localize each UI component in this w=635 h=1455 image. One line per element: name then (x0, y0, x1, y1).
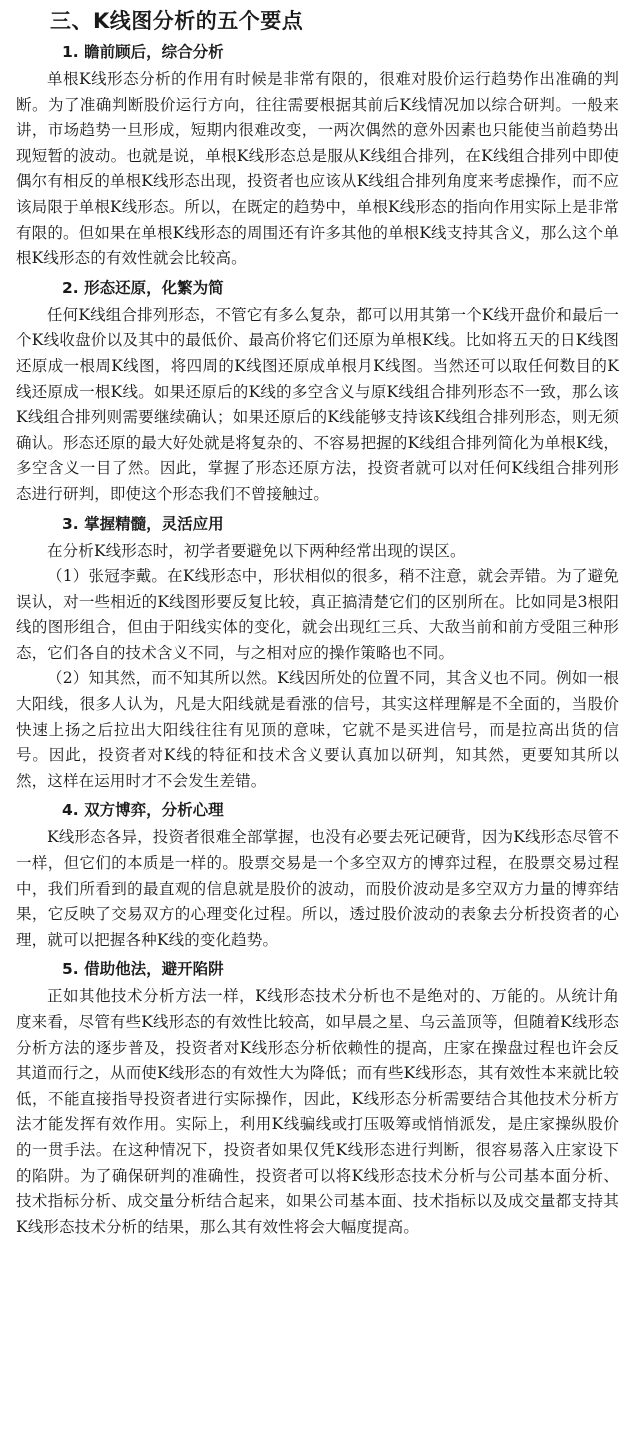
document-page (0, 6, 635, 1455)
section-5 (12, 955, 623, 1240)
section-1 (12, 38, 623, 272)
section-heading: 3. 掌握精髓，灵活应用 (62, 514, 224, 533)
page-title: 三、K线图分析的五个要点 (50, 9, 304, 33)
paragraph: 任何K线组合排列形态，不管它有多么复杂，都可以用其第一个K线开盘价和最后一个K线收盘价以及其中的最低价、最高价将它们还原为单根K线。比如将五天的日K线图还原成一根周K线图，将四周的K线图还原成单根月K线图。当然还可以取任何数目的K线还原成一根K线。如果还原后的K线的多空含义与原K线组合排列形态不一致，那么该K线组合排列则需要继续确认；如果还原后的K线能够支持该K线组合排列形态，则无须确认。形态还原的最大好处就是将复杂的、不容易把握的K线组合排列简化为单根K线，多空含义一目了然。因此，掌握了形态还原方法，投资者就可以对任何K线组合排列形态进行研判，即使这个形态我们不曾接触过。 (16, 305, 619, 503)
section-4 (12, 796, 623, 953)
paragraph: 正如其他技术分析方法一样，K线形态技术分析也不是绝对的、万能的。从统计角度来看，尽管有些K线形态的有效性比较高，如早晨之星、乌云盖顶等，但随着K线形态分析方法的逐步普及，投资者对K线形态分析依赖性的提高，庄家在操盘过程也许会反其道而行之，从而使K线形态的有效性大为降低；而有些K线形态，其有效性本来就比较低，不能直接指导投资者进行实际操作，因此，K线形态分析需要结合其他技术分析方法才能发挥有效作用。实际上，利用K线骗线或打压吸筹或悄悄派发，是庄家操纵股价的一贯手法。在这种情况下，投资者如果仅凭K线形态进行判断，很容易落入庄家设下的陷阱。为了确保研判的准确性，投资者可以将K线形态技术分析与公司基本面分析、技术指标分析、成交量分析结合起来，如果公司基本面、技术指标以及成交量都支持其K线形态技术分析的结果，那么其有效性将会大幅度提高。 (16, 987, 619, 1236)
paragraph: （1）张冠李戴。在K线形态中，形状相似的很多，稍不注意，就会弄错。为了避免误认，对一些相近的K线图形要反复比较，真正搞清楚它们的区别所在。比如同是3根阳线的图形组合，但由于阳线实体的变化，就会出现红三兵、大敌当前和前方受阻三种形态，它们各自的技术含义不同，与之相对应的操作策略也不同。 (16, 567, 619, 662)
section-heading: 1. 瞻前顾后，综合分析 (62, 43, 224, 61)
section-heading: 2. 形态还原，化繁为简 (62, 278, 224, 297)
section-heading: 4. 双方博弈，分析心理 (62, 801, 224, 820)
paragraph: K线形态各异，投资者很难全部掌握，也没有必要去死记硬背，因为K线形态尽管不一样，但它们的本质是一样的。股票交易是一个多空双方的博弈过程，在股票交易过程中，我们所看到的最直观的信息就是股价的波动，而股价波动是多空双方力量的博弈结果，它反映了交易双方的心理变化过程。所以，透过股价波动的表象去分析投资者的心理，就可以把握各种K线的变化趋势。 (16, 828, 619, 949)
paragraph: （2）知其然，而不知其所以然。K线因所处的位置不同，其含义也不同。例如一根大阳线，很多人认为，凡是大阳线就是看涨的信号，其实这样理解是不全面的，当股价快速上扬之后拉出大阳线往往有见顶的意味，它就不是买进信号，而是拉高出货的信号。因此，投资者对K线的特征和技术含义要认真加以研判，知其然，更要知其所以然，这样在运用时才不会发生差错。 (16, 669, 619, 790)
paragraph: 在分析K线形态时，初学者要避免以下两种经常出现的误区。 (47, 541, 466, 560)
section-3 (12, 510, 623, 795)
paragraph: 单根K线形态分析的作用有时候是非常有限的，很难对股价运行趋势作出准确的判断。为了准确判断股价运行方向，往往需要根据其前后K线情况加以综合研判。一般来讲，市场趋势一旦形成，短期内很难改变，一两次偶然的意外因素也只能使当前趋势出现短暂的波动。也就是说，单根K线形态总是服从K线组合排列，在K线组合排列中即使偶尔有相反的单根K线形态出现，投资者也应该从K线组合排列角度来考虑操作，而不应该局限于单根K线形态。所以，在既定的趋势中，单根K线形态的指向作用实际上是非常有限的。但如果在单根K线形态的周围还有许多其他的单根K线支持其含义，那么这个单根K线形态的有效性就会比较高。 (16, 70, 619, 268)
section-heading: 5. 借助他法，避开陷阱 (62, 960, 224, 979)
section-2 (12, 274, 623, 508)
